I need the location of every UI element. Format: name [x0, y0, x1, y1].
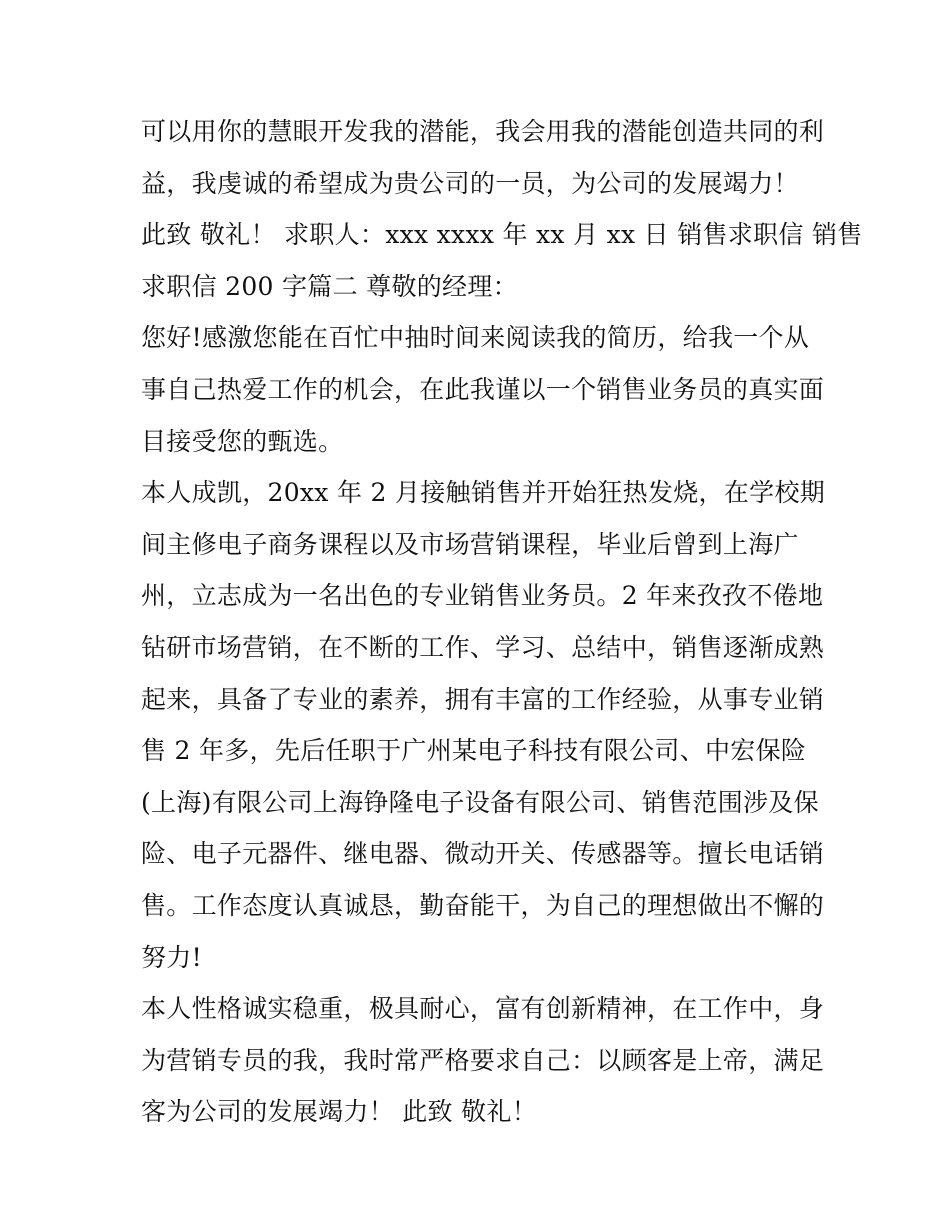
text-line: 可以用你的慧眼开发我的潜能，我会用我的潜能创造共同的利 — [141, 117, 825, 146]
text-line: 您好!感激您能在百忙中抽时间来阅读我的简历，给我一个从 — [141, 323, 810, 353]
text-line: 努力! — [141, 942, 202, 972]
text-line: 钻研市场营销，在不断的工作、学习、总结中，销售逐渐成熟 — [141, 632, 825, 662]
text-line: 售。工作态度认真诚恳，勤奋能干，为自己的理想做出不懈的 — [141, 890, 825, 920]
text-line: 此致 敬礼！ 求职人：xxx xxxx 年 xx 月 xx 日 销售求职信 销售 — [141, 220, 863, 250]
text-line: 为营销专员的我，我时常严格要求自己：以顾客是上帝，满足 — [141, 1045, 825, 1075]
text-line: (上海)有限公司上海铮隆电子设备有限公司、销售范围涉及保 — [141, 787, 819, 817]
text-line: 目接受您的甄选。 — [141, 426, 344, 456]
text-line: 起来，具备了专业的素养，拥有丰富的工作经验，从事专业销 — [141, 684, 825, 714]
text-line: 益，我虔诚的希望成为贵公司的一员，为公司的发展竭力！ — [141, 168, 799, 198]
text-line: 本人性格诚实稳重，极具耐心，富有创新精神，在工作中，身 — [141, 994, 825, 1024]
text-line: 本人成凯，20xx 年 2 月接触销售并开始狂热发烧，在学校期 — [141, 478, 826, 508]
text-line: 事自己热爱工作的机会，在此我谨以一个销售业务员的真实面 — [141, 374, 825, 404]
text-line: 客为公司的发展竭力！ 此致 敬礼！ — [141, 1097, 537, 1127]
text-line: 售 2 年多，先后任职于广州某电子科技有限公司、中宏保险 — [141, 736, 807, 766]
text-line: 求职信 200 字篇二 尊敬的经理： — [141, 271, 518, 301]
letter-body — [141, 106, 863, 1138]
text-line: 间主修电子商务课程以及市场营销课程，毕业后曾到上海广 — [141, 529, 799, 559]
text-line: 险、电子元器件、继电器、微动开关、传感器等。擅长电话销 — [141, 839, 825, 869]
text-line: 州，立志成为一名出色的专业销售业务员。2 年来孜孜不倦地 — [141, 581, 824, 611]
